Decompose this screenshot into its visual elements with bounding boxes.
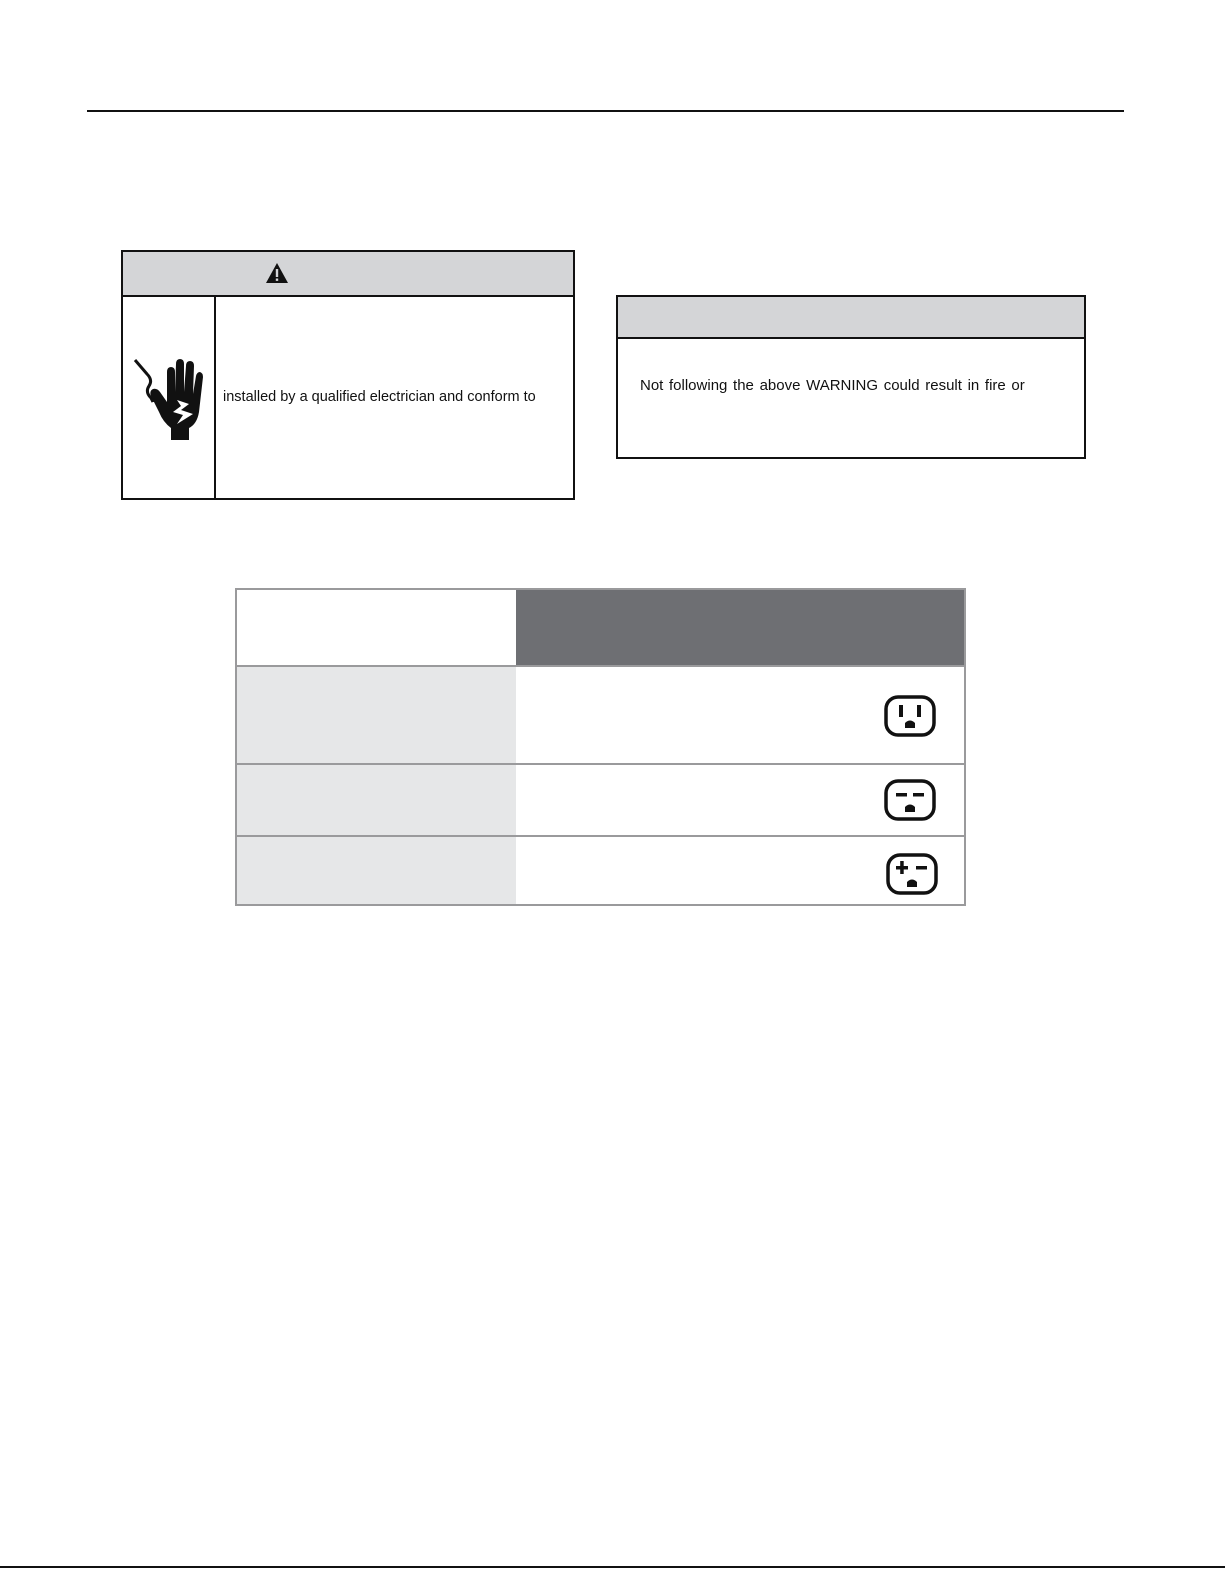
warning-triangle-icon [265, 262, 289, 284]
electrical-requirements-table [235, 588, 966, 906]
outlet-20a-t-slot-icon [886, 853, 938, 895]
caution-box [616, 295, 1086, 459]
table-row-3-label [237, 837, 516, 904]
warning-header [123, 252, 573, 297]
header-rule [87, 110, 1124, 112]
table-row-2-value [516, 765, 964, 835]
table-header-left [237, 590, 516, 665]
warning-text: installed by a qualified electrician and conform to [223, 389, 536, 405]
electric-shock-hand-icon [133, 352, 205, 442]
table-row-3-value [516, 837, 964, 904]
outlet-20a-horizontal-icon [884, 779, 936, 821]
warning-icon-cell [123, 297, 216, 498]
table-row-2-label [237, 765, 516, 835]
table-row-1-label [237, 667, 516, 763]
caution-header [618, 297, 1084, 339]
table-row-1-value [516, 667, 964, 763]
warning-box [121, 250, 575, 500]
footer-rule [0, 1566, 1225, 1568]
caution-text: Not following the above WARNING could result in fire or [640, 377, 1025, 394]
table-header-right [516, 590, 964, 665]
outlet-15a-icon [884, 695, 936, 737]
